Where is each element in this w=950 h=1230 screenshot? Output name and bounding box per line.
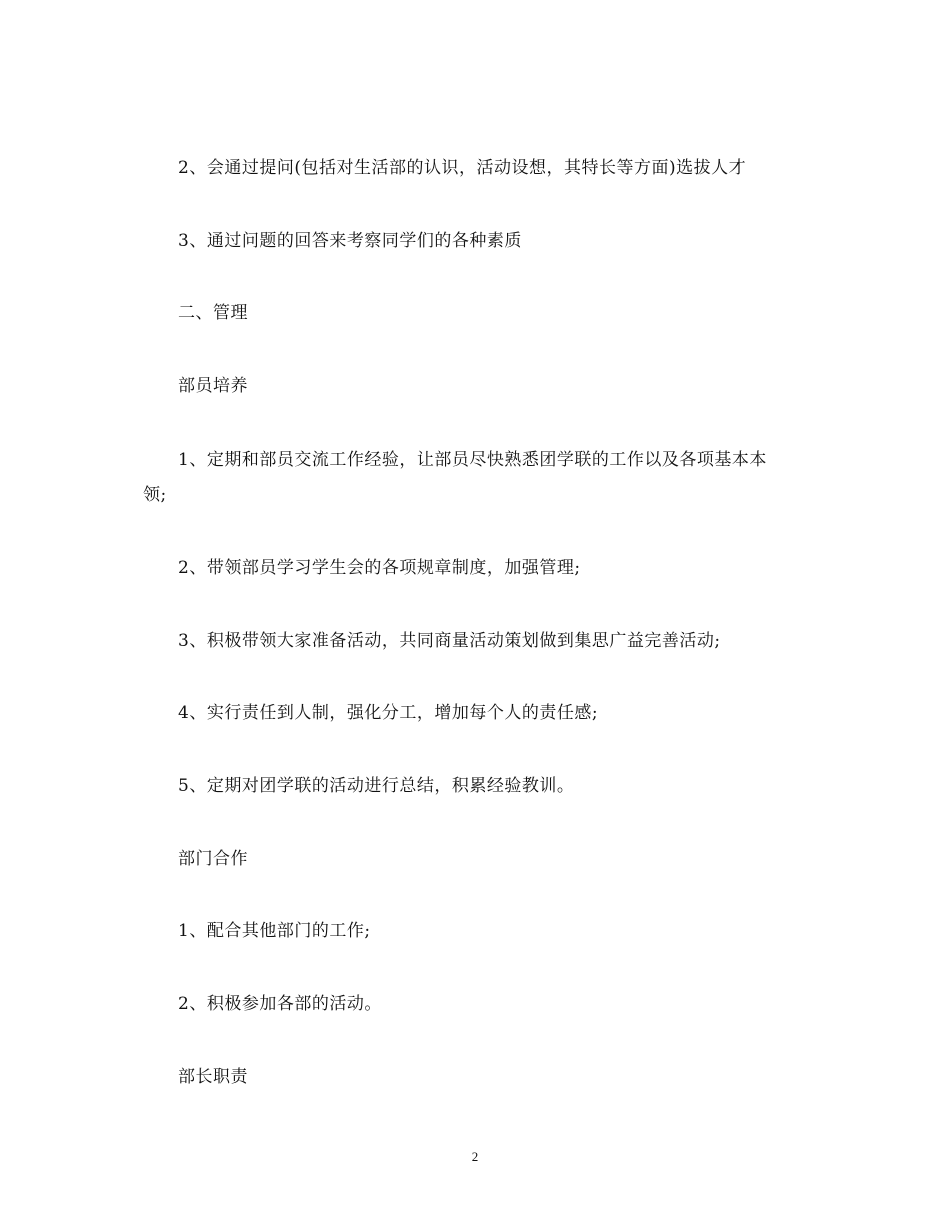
paragraph-training-item-5: 5、定期对团学联的活动进行总结，积累经验教训。 [178, 776, 575, 796]
paragraph-training-item-1-continued: 领; [143, 485, 167, 505]
paragraph-training-item-4: 4、实行责任到人制，强化分工，增加每个人的责任感; [178, 703, 599, 723]
page-number: 2 [471, 1149, 479, 1164]
paragraph-selection-item-2: 2、会通过提问(包括对生活部的认识，活动设想，其特长等方面)选拔人才 [178, 158, 747, 178]
section-heading-management: 二、管理 [178, 303, 248, 323]
paragraph-selection-item-3: 3、通过问题的回答来考察同学们的各种素质 [178, 231, 522, 251]
paragraph-training-item-2: 2、带领部员学习学生会的各项规章制度，加强管理; [178, 558, 581, 578]
paragraph-training-item-1: 1、定期和部员交流工作经验，让部员尽快熟悉团学联的工作以及各项基本本 [178, 450, 767, 470]
subheading-member-training: 部员培养 [178, 376, 248, 396]
paragraph-cooperation-item-2: 2、积极参加各部的活动。 [178, 994, 382, 1014]
subheading-department-cooperation: 部门合作 [178, 849, 248, 869]
subheading-minister-duties: 部长职责 [178, 1067, 248, 1087]
paragraph-cooperation-item-1: 1、配合其他部门的工作; [178, 921, 371, 941]
paragraph-training-item-3: 3、积极带领大家准备活动，共同商量活动策划做到集思广益完善活动; [178, 631, 721, 651]
